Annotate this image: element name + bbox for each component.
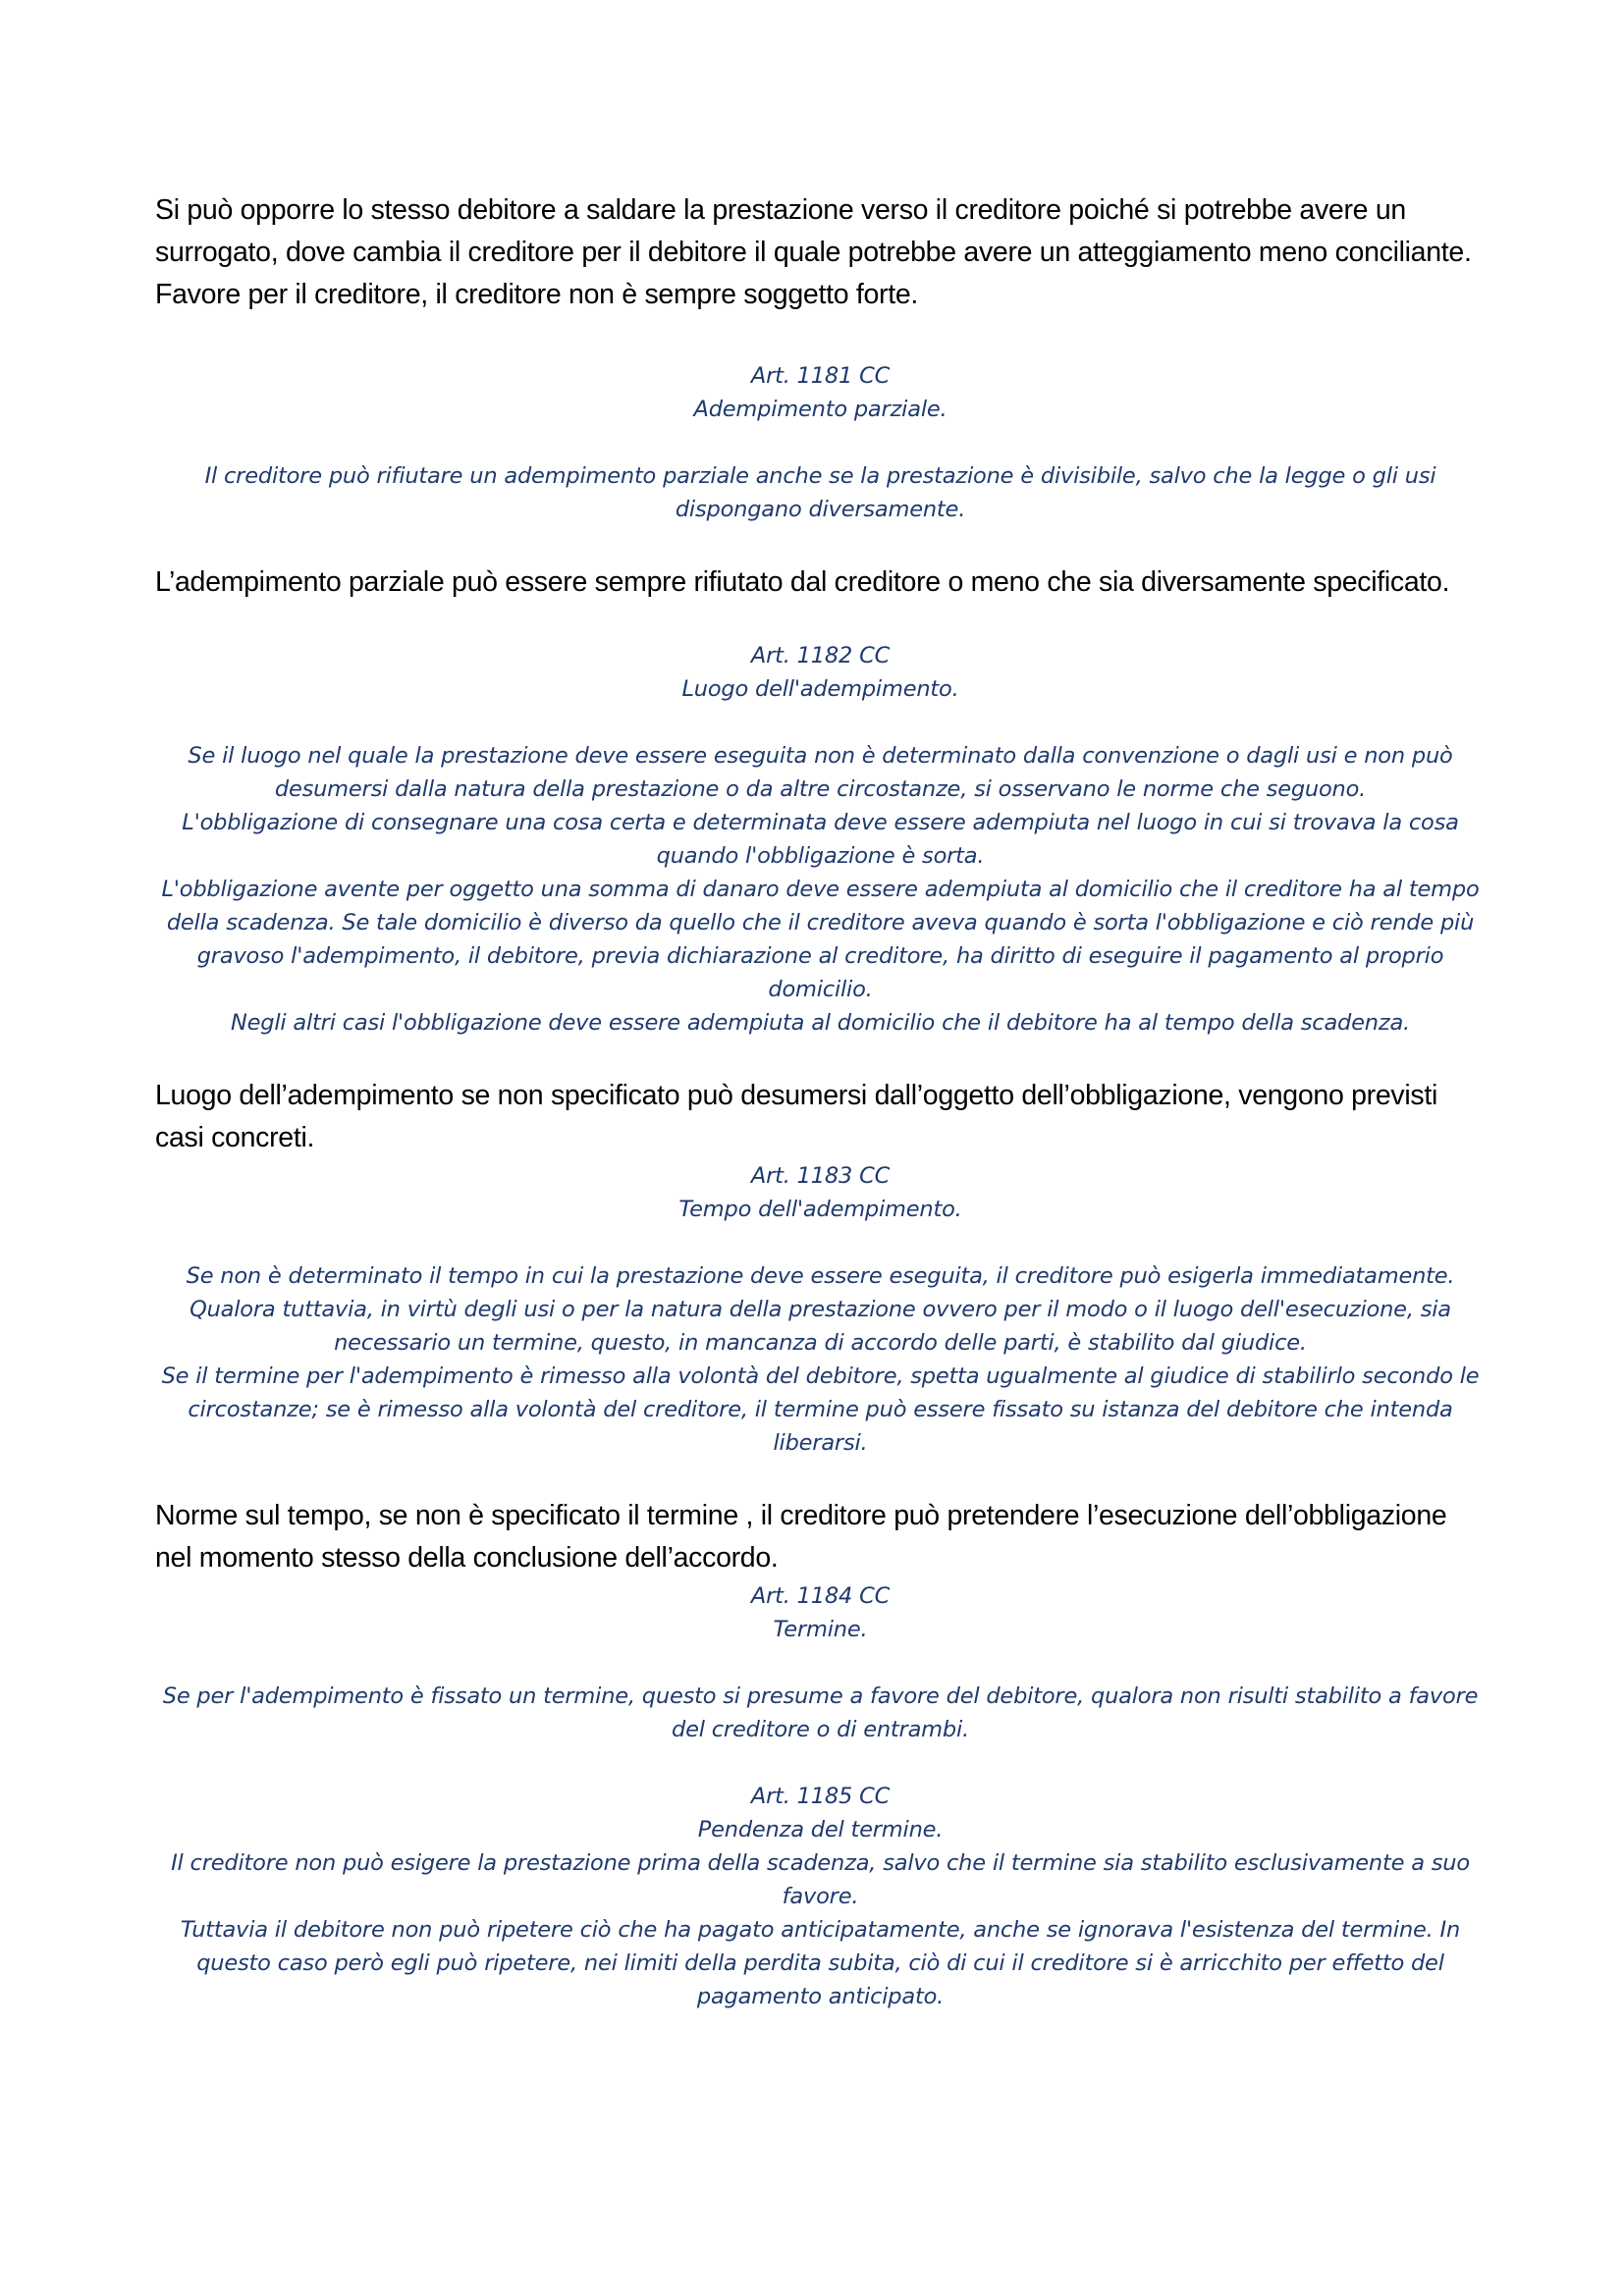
article-title: Pendenza del termine. xyxy=(697,1817,944,1842)
article-number: Art. 1182 CC xyxy=(750,643,891,668)
article-paragraph: L'obbligazione di consegnare una cosa certa e determinata deve essere adempiuta nel luogo in cui si trovava la cosa quando l'obbligazione è sorta. xyxy=(182,810,1459,869)
article-1181 xyxy=(155,359,1486,526)
intro-paragraph: Si può opporre lo stesso debitore a saldare la prestazione verso il creditore poiché si potrebbe avere un surrogato, dove cambia il creditore per il debitore il quale potrebbe avere un atteggiamento meno conciliante. xyxy=(155,194,1472,268)
article-1184 xyxy=(155,1579,1486,1746)
article-number: Art. 1185 CC xyxy=(750,1784,891,1809)
article-number: Art. 1183 CC xyxy=(750,1163,891,1189)
article-1182 xyxy=(155,639,1486,1040)
article-paragraph: L'obbligazione avente per oggetto una somma di danaro deve essere adempiuta al domicilio che il creditore ha al tempo della scadenza. Se tale domicilio è diverso da quello che il creditore aveva quando è sorta l'obbligazione e ciò rende più gravoso l'adempimento, il debitore, previa dichiarazione al creditore, ha diritto di eseguire il pagamento al proprio domicilio. xyxy=(161,877,1480,1002)
article-title: Luogo dell'adempimento. xyxy=(681,676,959,702)
article-number: Art. 1184 CC xyxy=(750,1583,891,1609)
article-paragraph: Se non è determinato il tempo in cui la prestazione deve essere eseguita, il creditore può esigerla immediatamente. Qualora tuttavia, in virtù degli usi o per la natura della prestazione ovvero per il modo o il luogo dell'esecuzione, sia necessario un termine, questo, in mancanza di accordo delle parti, è stabilito dal giudice. xyxy=(186,1263,1455,1356)
article-1185 xyxy=(155,1780,1486,2013)
article-paragraph: Se il termine per l'adempimento è rimesso alla volontà del debitore, spetta ugualmente al giudice di stabilirlo secondo le circostanze; se è rimesso alla volontà del creditore, il termine può essere fissato su istanza del debitore che intenda liberarsi. xyxy=(161,1363,1480,1456)
article-number: Art. 1181 CC xyxy=(750,363,891,389)
intro-paragraph-favore: Favore per il creditore, il creditore non è sempre soggetto forte. xyxy=(155,279,919,310)
comment-1181: L’adempimento parziale può essere sempre rifiutato dal creditore o meno che sia diversamente specificato. xyxy=(155,566,1450,598)
article-title: Termine. xyxy=(773,1617,868,1642)
comment-1183: Norme sul tempo, se non è specificato il termine , il creditore può pretendere l’esecuzione dell’obbligazione nel momento stesso della conclusione dell’accordo. xyxy=(155,1500,1447,1574)
page-content xyxy=(155,189,1486,2013)
article-paragraph: Tuttavia il debitore non può ripetere ciò che ha pagato anticipatamente, anche se ignorava l'esistenza del termine. In questo caso però egli può ripetere, nei limiti della perdita subita, ciò di cui il creditore si è arricchito per effetto del pagamento anticipato. xyxy=(180,1917,1461,2009)
comment-1182: Luogo dell’adempimento se non specificato può desumersi dall’oggetto dell’obbligazione, vengono previsti casi concreti. xyxy=(155,1080,1438,1153)
article-1183 xyxy=(155,1159,1486,1460)
article-paragraph: Il creditore non può esigere la prestazione prima della scadenza, salvo che il termine sia stabilito esclusivamente a suo favore. xyxy=(171,1850,1470,1909)
article-text: Il creditore può rifiutare un adempimento parziale anche se la prestazione è divisibile, salvo che la legge o gli usi dispongano diversamente. xyxy=(204,463,1436,522)
article-paragraph: Se il luogo nel quale la prestazione deve essere eseguita non è determinato dalla convenzione o dagli usi e non può desumersi dalla natura della prestazione o da altre circostanze, si osservano le norme che seguono. xyxy=(188,743,1453,802)
article-title: Tempo dell'adempimento. xyxy=(678,1197,962,1222)
article-title: Adempimento parziale. xyxy=(693,397,947,422)
article-paragraph: Negli altri casi l'obbligazione deve essere adempiuta al domicilio che il debitore ha al tempo della scadenza. xyxy=(230,1010,1410,1036)
article-text: Se per l'adempimento è fissato un termine, questo si presume a favore del debitore, qualora non risulti stabilito a favore del creditore o di entrambi. xyxy=(162,1683,1479,1742)
